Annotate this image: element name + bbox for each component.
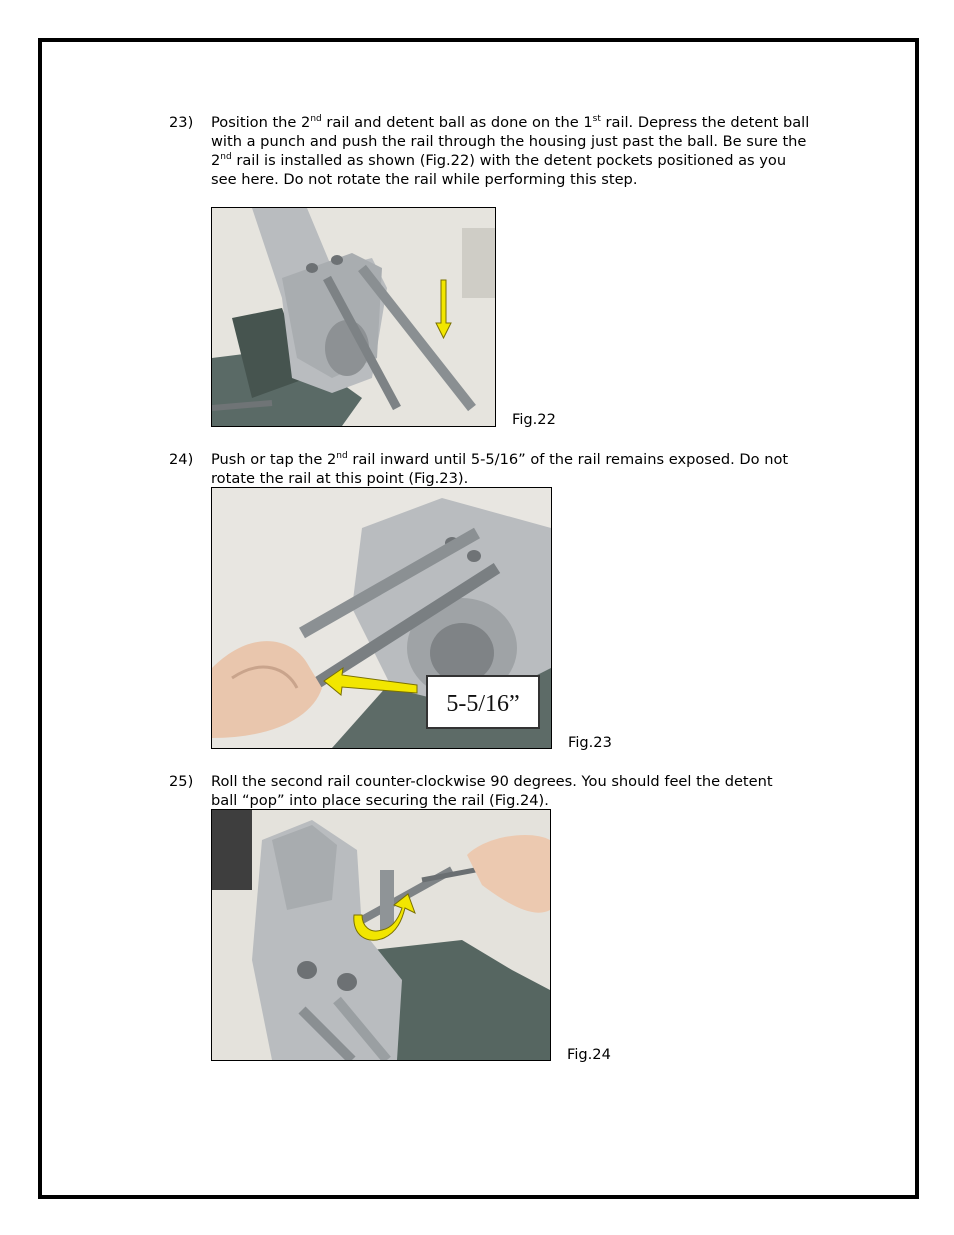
measurement-label: 5-5/16”: [446, 691, 520, 717]
step-text: Position the 2nd rail and detent ball as done on the 1st rail. Depress the detent ball with a punch and push the rail through the housing just past the ball. Be sure the 2nd rail is installed as shown (Fig.22) with the detent pockets positioned as you see here. Do not rotate the rail while performing this step.: [211, 114, 810, 188]
figure-22-photo: [211, 207, 496, 427]
figure-24-photo: [211, 809, 551, 1061]
step-number: 23): [169, 114, 194, 131]
step-text: Roll the second rail counter-clockwise 90 degrees. You should feel the detent ball “pop” into place securing the rail (Fig.24).: [211, 773, 773, 809]
step-text: Push or tap the 2nd rail inward until 5-5/16” of the rail remains exposed. Do not rotate the rail at this point (Fig.23).: [211, 451, 789, 487]
step-number: 25): [169, 773, 194, 790]
figure-23-photo: [211, 487, 552, 749]
figure-24-caption: Fig.24: [567, 1046, 611, 1063]
figure-23-caption: Fig.23: [568, 734, 612, 751]
step-number: 24): [169, 451, 194, 468]
figure-22-caption: Fig.22: [512, 411, 556, 428]
